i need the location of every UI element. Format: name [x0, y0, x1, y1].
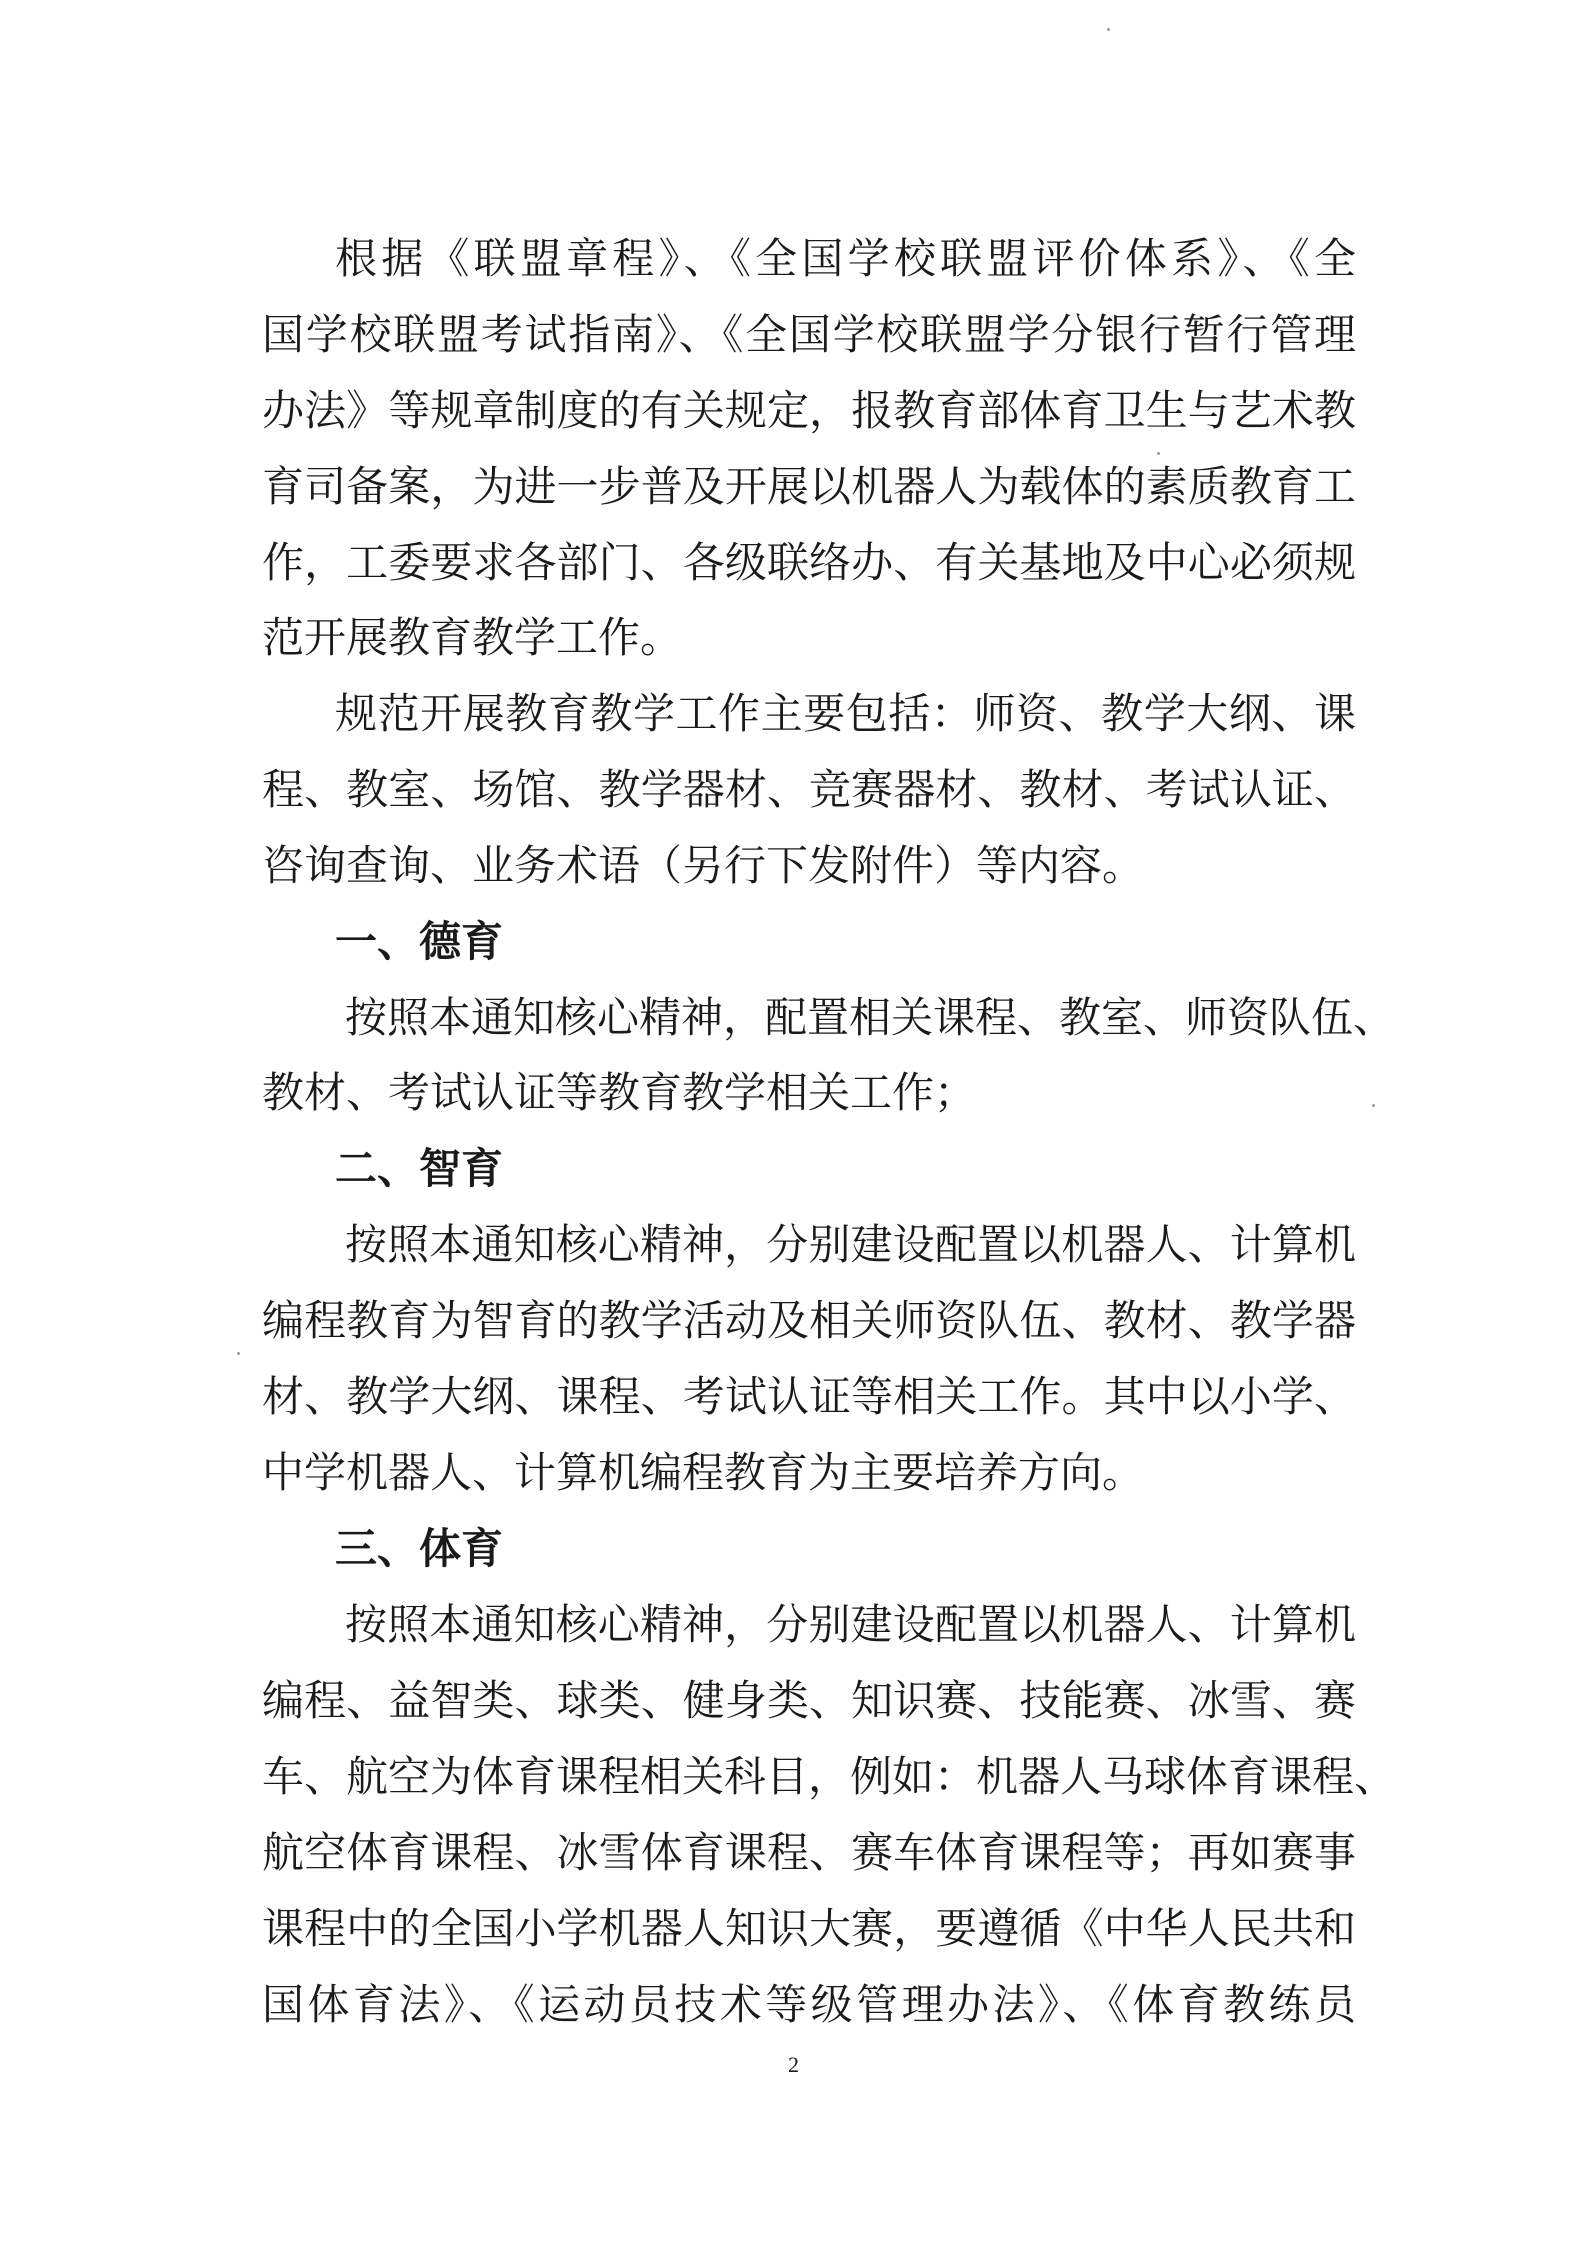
body-line: 咨询查询、业务术语（另行下发附件）等内容。	[262, 841, 1145, 890]
scan-speck	[1107, 28, 1110, 31]
body-line: 编程、益智类、球类、健身类、知识赛、技能赛、冰雪、赛	[262, 1676, 1356, 1725]
body-line: 根据《联盟章程》、《全国学校联盟评价体系》、《全	[335, 234, 1356, 283]
body-line: 按照本通知核心精神，配置相关课程、教室、师资队伍、	[345, 993, 1396, 1042]
body-line: 国学校联盟考试指南》、《全国学校联盟学分银行暂行管理	[262, 310, 1356, 359]
body-line: 教材、考试认证等教育教学相关工作；	[262, 1068, 977, 1117]
body-line: 程、教室、场馆、教学器材、竞赛器材、教材、考试认证、	[262, 765, 1356, 814]
body-line: 车、航空为体育课程相关科目，例如：机器人马球体育课程、	[262, 1752, 1397, 1801]
body-line: 材、教学大纲、课程、考试认证等相关工作。其中以小学、	[262, 1372, 1356, 1421]
section-heading: 三、体育	[335, 1524, 504, 1573]
body-line: 国体育法》、《运动员技术等级管理办法》、《体育教练员	[262, 1980, 1356, 2029]
body-line: 办法》等规章制度的有关规定，报教育部体育卫生与艺术教	[262, 386, 1356, 435]
body-line: 中学机器人、计算机编程教育为主要培养方向。	[262, 1448, 1145, 1497]
body-line: 范开展教育教学工作。	[262, 613, 683, 662]
section-heading: 二、智育	[335, 1144, 504, 1193]
body-line: 按照本通知核心精神，分别建设配置以机器人、计算机	[345, 1600, 1356, 1649]
body-line: 按照本通知核心精神，分别建设配置以机器人、计算机	[345, 1220, 1356, 1269]
scan-speck	[1157, 452, 1160, 455]
body-line: 编程教育为智育的教学活动及相关师资队伍、教材、教学器	[262, 1296, 1356, 1345]
body-line: 课程中的全国小学机器人知识大赛，要遵循《中华人民共和	[262, 1904, 1356, 1953]
scan-speck	[237, 1352, 240, 1355]
body-line: 育司备案，为进一步普及开展以机器人为载体的素质教育工	[262, 462, 1356, 511]
body-line: 作，工委要求各部门、各级联络办、有关基地及中心必须规	[262, 538, 1356, 587]
scan-speck	[1372, 1104, 1375, 1107]
body-line: 规范开展教育教学工作主要包括：师资、教学大纲、课	[335, 689, 1356, 738]
body-line: 航空体育课程、冰雪体育课程、赛车体育课程等；再如赛事	[262, 1828, 1356, 1877]
section-heading: 一、德育	[335, 917, 504, 966]
page-number: 2	[788, 2052, 799, 2077]
